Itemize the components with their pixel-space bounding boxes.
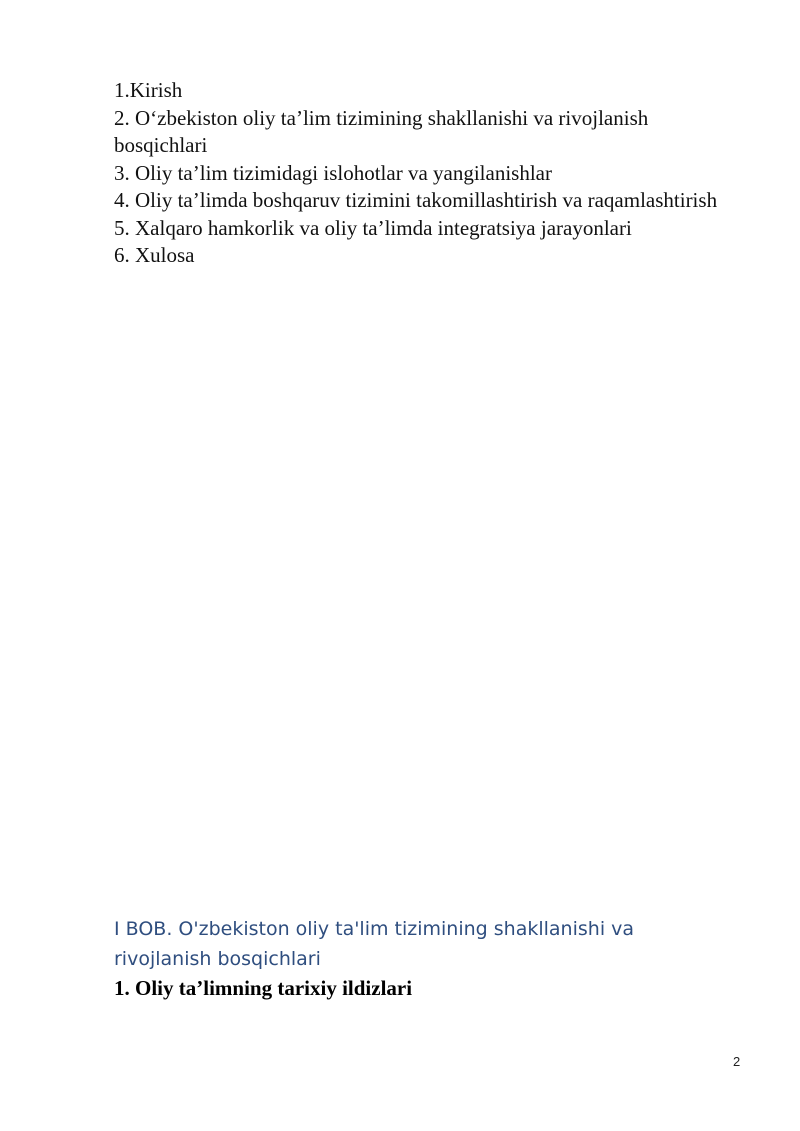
table-of-contents [114,77,744,270]
section-heading: 1. Oliy ta’limning tarixiy ildizlari [114,976,413,1000]
chapter-heading: I BOB. O'zbekiston oliy ta'lim tizimining shakllanishi va rivojlanish bosqichlari [114,918,635,970]
page-number: 2 [733,1054,741,1069]
toc-item-kirish: 1.Kirish [114,78,183,102]
toc-item-boshqaruv: 4. Oliy ta’limda boshqaruv tizimini takomillashtirish va raqamlashtirish [114,188,718,212]
toc-item-shakllanishi: 2. O‘zbekiston oliy ta’lim tizimining shakllanishi va rivojlanish bosqichlari [114,105,649,157]
toc-item-xalqaro-hamkorlik: 5. Xalqaro hamkorlik va oliy ta’limda integratsiya jarayonlari [114,215,632,240]
toc-item-xulosa: 6. Xulosa [114,243,195,267]
toc-item-islohotlar: 3. Oliy ta’lim tizimidagi islohotlar va yangilanishlar [114,160,552,185]
